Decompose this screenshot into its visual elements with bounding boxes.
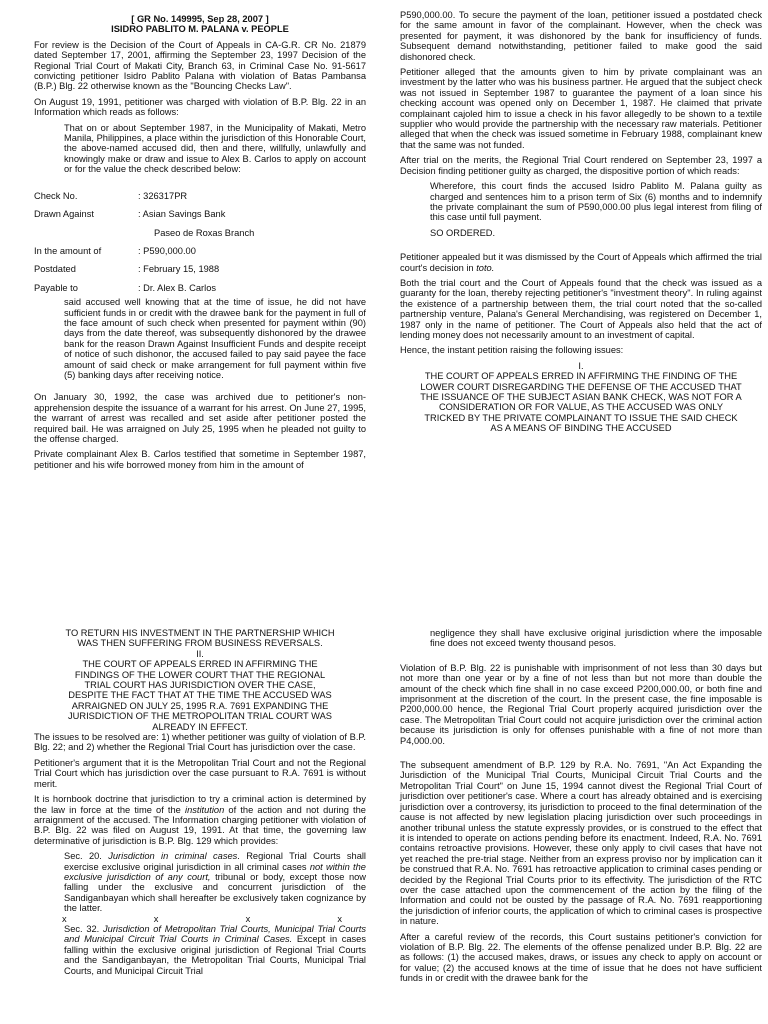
text-span: Petitioner appealed but it was dismissed by the Court of Appeals which affirmed the trial court's decision in [400, 252, 762, 273]
check-label: Payable to [34, 282, 78, 293]
case-number: [ GR No. 149995, Sep 28, 2007 ] [131, 14, 269, 24]
check-row [34, 191, 366, 201]
check-value: : Asian Savings Bank [138, 209, 226, 220]
paragraph: Private complainant Alex B. Carlos testified that sometime in September 1987, petitioner and his wife borrowed money from him in the amount of [34, 449, 366, 470]
x-mark: x [62, 913, 67, 924]
issue-text: THE COURT OF APPEALS ERRED IN AFFIRMING THE FINDINGS OF THE LOWER COURT THAT THE REGIONAL TRIAL COURT HAS JURISDICTION OVER THE CASE, DESPITE THE FACT THAT AT THE TIME THE ACCUSED WAS ARRAIGNED ON JULY 25, 1995 R.A. 7691 EXPANDING THE JURISDICTION OF THE METROPOLITAN TRIAL COURT WAS ALREADY IN EFFECT. [68, 659, 332, 732]
italic-text: institution [185, 804, 225, 815]
x-mark: x [245, 913, 251, 924]
paragraph: P590,000.00. To secure the payment of the loan, petitioner issued a postdated check for the same amount in favor of the complainant. However, when the check was presented for payment, it was dishonored by the bank for insufficiency of funds. Subsequent demand notwithstanding, petitioner failed to make good the said dishonored check. [400, 10, 762, 62]
paragraph: Both the trial court and the Court of Appeals found that the check was issued as a guaranty for the loan, thereby rejecting petitioner's "investment theory". In ruling against the existence of a partnership between them, the trial court noted that the so-called partnership venture, Palana's General Merchandising, was registered on December 1, 1987 only in the name of petitioner. The Court of Appeals also held that the act of lending money does not necessarily amount to an investment of capital. [400, 277, 762, 340]
check-row [34, 264, 366, 274]
issue-text: THE COURT OF APPEALS ERRED IN AFFIRMING THE FINDING OF THE LOWER COURT DISREGARDING THE DEFENSE OF THE ACCUSED THAT THE ISSUANCE OF THE SUBJECT ASIAN BANK CHECK, WAS NOT FOR A CONSIDERATION OR FOR VALUE, AS THE ACCUSED WAS ONLY TRICKED BY THE PRIVATE COMPLAINANT TO ISSUE THE SAID CHECK AS A MEANS OF BINDING THE ACCUSED [420, 371, 742, 434]
paragraph: The subsequent amendment of B.P. 129 by R.A. No. 7691, "An Act Expanding the Jurisdiction of the Municipal Trial Courts, Municipal Circuit Trial Courts and the Metropolitan Trial Court" on June 15, 1994 cannot divest the Regional Trial Court of jurisdiction over petitioner's case. Where a court has already obtained and is exercising jurisdiction over a controversy, its jurisdiction to proceed to the final determination of the cause is not affected by new legislation placing jurisdiction over such proceedings in another tribunal unless the statute expressly provides, or is construed to the effect that it is intended to operate on actions pending before its enactment. Indeed, R.A. No. 7691 contains retroactive provisions. However, these only apply to civil cases that have not yet reached the pre-trial stage. Neither from an express proviso nor by implication can it be construed that R.A. No. 7691 has retroactive application to criminal cases pending or decided by the Regional Trial Courts prior to its effectivity. The jurisdiction of the RTC over the case attached upon the commencement of the action by the filing of the Information and could not be ousted by the passage of R.A. No. 7691 reapportioning the jurisdiction of inferior courts, the application of which to criminal cases is prospective in nature. [400, 760, 762, 927]
issue-number: II. [196, 648, 204, 659]
issue-text-cont: TO RETURN HIS INVESTMENT IN THE PARTNERSHIP WHICH WAS THEN SUFFERING FROM BUSINESS REVERSALS. [65, 628, 335, 649]
check-label: Check No. [34, 190, 78, 201]
check-value: : P590,000.00 [138, 245, 196, 256]
check-value: : 326317PR [138, 190, 188, 201]
information-quote-cont: said accused well knowing that at the time of issue, he did not have sufficient funds in or credit with the drawee bank for the payment in full of the face amount of such check when presented for payment within (90) days from the date thereof, was subsequently dishonored by the drawee bank for the reason Drawn Against Insufficient Funds and despite receipt of notice of such dishonor, the accused failed to pay said payee the face amount of said check or make arrangement for full payment within five (5) banking days after receiving notice. [64, 297, 366, 380]
x-mark: x [153, 913, 159, 924]
omission-marks [62, 914, 342, 924]
check-details [34, 191, 366, 293]
text-span: tribunal or body, except those now falling under the exclusive and concurrent jurisdiction of the Sandiganbayan which shall hereafter be exclusively taken cognizance by the latter. [64, 871, 367, 914]
paragraph: Hence, the instant petition raising the following issues: [400, 345, 624, 356]
top-left-column [34, 14, 366, 475]
paragraph: For review is the Decision of the Court of Appeals in CA-G.R. CR No. 21879 dated September 17, 2001, affirming the September 23, 1997 Decision of the Regional Trial Court of Makati City, Branch 63, in Criminal Case No. 91-5617 convicting petitioner Isidro Pablito Palana with violation of Batas Pambansa (B.P.) Blg. 22 otherwise known as the "Bouncing Checks Law". [34, 39, 366, 92]
text-span: Sec. 32. [64, 923, 104, 934]
paragraph [400, 252, 762, 273]
text-span: Except in cases falling within the exclusive original jurisdiction of Regional Trial Courts and the Sandiganbayan, the Metropolitan Trial Courts, Municipal Trial Courts, and Municipal Circuit Trial [64, 934, 366, 976]
check-row [34, 283, 366, 293]
so-ordered: SO ORDERED. [430, 227, 496, 238]
text-span: It is hornbook doctrine that jurisdiction to try a criminal action is determined by the law in force at the time of the [34, 794, 366, 815]
paragraph: After a careful review of the records, this Court sustains petitioner's conviction for violation of B.P. Blg. 22. The elements of the offense penalized under B.P. Blg. 22 are as follows: (1) the accused makes, draws, or issues any check to apply on account or for value; (2) the accused knows at the time of issue that he does not have sufficient funds in or credit with the drawee bank for the [400, 931, 762, 984]
bottom-left-column [34, 628, 366, 981]
text-span: Sec. 20. [64, 851, 109, 862]
x-mark: x [337, 913, 342, 924]
text-span: of the action and not during the arraignment of the accused. The Information charging petitioner with violation of B.P. Blg. 22 was filed on August 19, 1991. At that time, the governing law determinative of jurisdiction is B.P. Blg. 129 which provides: [34, 804, 366, 846]
bottom-right-column [400, 628, 762, 989]
check-label: Postdated [34, 264, 76, 275]
statute-quote-cont: negligence they shall have exclusive original jurisdiction where the imposable fine does not exceed twenty thousand pesos. [430, 628, 762, 649]
italic-text: toto. [476, 262, 495, 273]
information-quote: That on or about September 1987, in the Municipality of Makati, Metro Manila, Philippines, a place within the jurisdiction of this Honorable Court, the above-named accused did, then and there, willfully, unlawfully and knowingly make or draw and issue to Alex B. Carlos to apply on account or for the value the check described below: [64, 122, 366, 175]
top-right-column [400, 10, 762, 434]
paragraph: Petitioner's argument that it is the Metropolitan Trial Court and not the Regional Trial Court which has jurisdiction over the case pursuant to R.A. 7691 is without merit. [34, 757, 366, 789]
statute-quote [64, 851, 366, 913]
paragraph: Violation of B.P. Blg. 22 is punishable with imprisonment of not less than 30 days but not more than one year or by a fine of not less than but not more than double the amount of the check which fine shall in no case exceed P200,000.00, or both fine and imprisonment at the discretion of the court. In the present case, the fine imposable is P200,000.00 hence, the Regional Trial Court properly acquired jurisdiction over the case. The Metropolitan Trial Court could not acquire jurisdiction over the criminal action because its jurisdiction is only for offenses punishable with a fine of not more than P4,000.00. [400, 662, 762, 746]
check-label: Drawn Against [34, 209, 94, 220]
check-row [34, 228, 366, 238]
check-row [34, 209, 366, 219]
check-value: : February 15, 1988 [138, 264, 220, 275]
italic-text: Jurisdiction of Metropolitan Trial Courts, Municipal Trial Courts and Municipal Circuit Trial Courts in Criminal Cases. [64, 923, 366, 945]
check-row [34, 246, 366, 256]
check-value: : Dr. Alex B. Carlos [138, 282, 217, 293]
italic-text: not within the exclusive jurisdiction of any court, [64, 861, 366, 882]
statute-quote [64, 924, 366, 976]
case-title: ISIDRO PABLITO M. PALANA v. PEOPLE [111, 24, 289, 35]
paragraph: On January 30, 1992, the case was archived due to petitioner's non-apprehension despite the issuance of a warrant for his arrest. On June 27, 1995, the warrant of arrest was recalled and set aside after petitioner posted the required bail. He was arraigned on July 25, 1995 when he pleaded not guilty to the offense charged. [34, 392, 366, 444]
paragraph [34, 794, 366, 846]
check-label: In the amount of [34, 245, 102, 256]
paragraph: On August 19, 1991, petitioner was charged with violation of B.P. Blg. 22 in an Information which reads as follows: [34, 96, 366, 118]
italic-text: Jurisdiction in criminal cases [108, 851, 238, 862]
paragraph: After trial on the merits, the Regional Trial Court rendered on September 23, 1997 a Decision finding petitioner guilty as charged, the dispositive portion of which reads: [400, 155, 762, 176]
issue-number: I. [578, 360, 584, 371]
dispositive-quote: Wherefore, this court finds the accused Isidro Pablito M. Palana guilty as charged and sentences him to a prison term of Six (6) months and to indemnify the private complainant the sum of P590,000.00 plus legal interest from filing of this case until full payment. [430, 181, 762, 223]
paragraph: The issues to be resolved are: 1) whether petitioner was guilty of violation of B.P. Blg. 22; and 2) whether the Regional Trial Court has jurisdiction over the case. [34, 732, 366, 753]
paragraph: Petitioner alleged that the amounts given to him by private complainant was an investment by the latter who was his business partner. He argued that the subject check was not issued in September 1987 to guarantee the payment of a loan since his checking account was opened only on December 1, 1987. He claimed that private complainant cajoled him to issue a check in his favor allegedly to be shown to a textile supplier who would provide the partnership with the necessary raw materials. Petitioner alleged that when the check was issued sometime in February 1988, complainant knew that the same was not funded. [400, 67, 762, 150]
check-label [34, 228, 138, 238]
text-span: . Regional Trial Courts shall exercise exclusive original jurisdiction in all criminal cases [64, 851, 366, 872]
check-value: Paseo de Roxas Branch [154, 227, 255, 238]
